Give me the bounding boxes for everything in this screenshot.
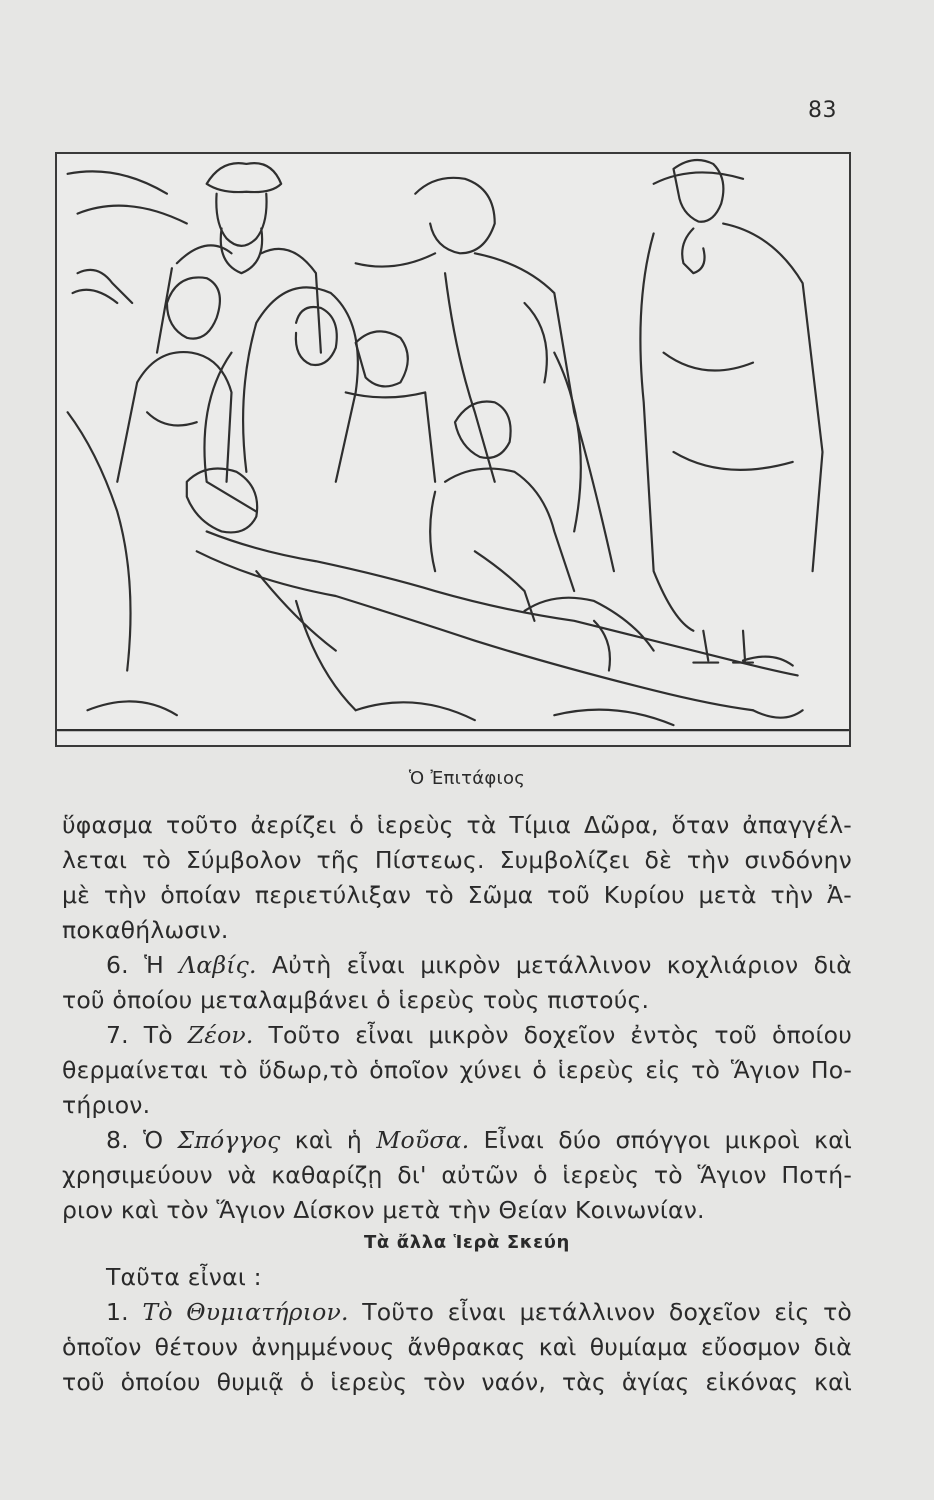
standing-praying-man-figure (640, 160, 822, 663)
item6-article: Ἡ (144, 951, 164, 979)
item6-term: Λαβίς. (179, 951, 257, 979)
item7-rest: Τοῦτο εἶναι μικρὸν δοχεῖον ἐντὸς τοῦ ὁποίου (268, 1021, 853, 1049)
section-intro: Ταῦτα εἶναι : (106, 1263, 262, 1291)
item7-article: Τὸ (143, 1021, 173, 1049)
standing-woman-figure (356, 178, 614, 571)
item6-line1 (106, 950, 852, 980)
item8-term2: Μοῦσα. (376, 1126, 470, 1154)
item7-line1 (106, 1020, 852, 1050)
epitaphios-illustration-icon (55, 152, 851, 747)
item6-line2: τοῦ ὁποίου μεταλαμβάνει ὁ ἱερεὺς τοὺς πιστούς. (62, 986, 650, 1014)
section-heading: Τὰ ἄλλα Ἱερὰ Σκεύη (364, 1232, 570, 1253)
item1-number: 1. (106, 1298, 129, 1326)
item1-line3: τοῦ ὁποίου θυμιᾷ ὁ ἱερεὺς τὸν ναόν, τὰς ἁγίας εἰκόνας καὶ (62, 1368, 852, 1396)
item1-line2: ὁποῖον θέτουν ἀνημμένους ἄνθρακας καὶ θυμίαμα εὔοσμον διὰ (62, 1333, 852, 1361)
reclining-christ-figure (187, 469, 803, 718)
item1-line1 (106, 1297, 852, 1327)
paragraph1-line: λεται τὸ Σύμβολον τῆς Πίστεως. Συμβολίζει δὲ τὴν σινδόνην (62, 846, 852, 874)
item8-line2: χρησιμεύουν νὰ καθαρίζῃ δι' αὐτῶν ὁ ἱερεὺς τὸ Ἅγιον Ποτή- (62, 1161, 852, 1189)
item7-term: Ζέον. (187, 1021, 254, 1049)
item6-number: 6. (106, 951, 129, 979)
item8-term1: Σπόγγος (177, 1126, 281, 1154)
item6-rest: Αὐτὴ εἶναι μικρὸν μετάλλινον κοχλιάριον διὰ (271, 951, 853, 979)
item8-line3: ριον καὶ τὸν Ἅγιον Δίσκον μετὰ τὴν Θείαν Κοινωνίαν. (62, 1196, 705, 1224)
item7-number: 7. (106, 1021, 129, 1049)
item8-number: 8. (106, 1126, 129, 1154)
paragraph1-line: ποκαθήλωσιν. (62, 916, 229, 944)
young-man-left-figure (117, 277, 231, 481)
figure-caption: Ὁ Ἐπιτάφιος (408, 768, 526, 789)
item1-term: Τὸ Θυμιατήριον. (142, 1298, 349, 1326)
paragraph1-line: ὕφασμα τοῦτο ἀερίζει ὁ ἱερεὺς τὰ Τίμια Δῶρα, ὅταν ἀπαγγέλ- (62, 811, 852, 839)
item7-line2: θερμαίνεται τὸ ὕδωρ,τὸ ὁποῖον χύνει ὁ ἱερεὺς εἰς τὸ Ἅγιον Πο- (62, 1056, 852, 1084)
item7-line3: τήριον. (62, 1091, 151, 1119)
kneeling-youth-figure (430, 401, 574, 620)
item1-rest: Τοῦτο εἶναι μετάλλινον δοχεῖον εἰς τὸ (362, 1298, 852, 1326)
bearded-man-figure (157, 163, 321, 353)
paragraph1-line: μὲ τὴν ὁποίαν περιετύλιξαν τὸ Σῶμα τοῦ Κυρίου μετὰ τὴν Ἀ- (62, 881, 852, 909)
item8-line1 (106, 1125, 852, 1155)
page-number: 83 (808, 98, 837, 123)
item8-conj: καὶ ἡ (294, 1126, 363, 1154)
item8-article: Ὁ (143, 1126, 164, 1154)
item8-rest: Εἶναι δύο σπόγγοι μικροὶ καὶ (483, 1126, 853, 1154)
